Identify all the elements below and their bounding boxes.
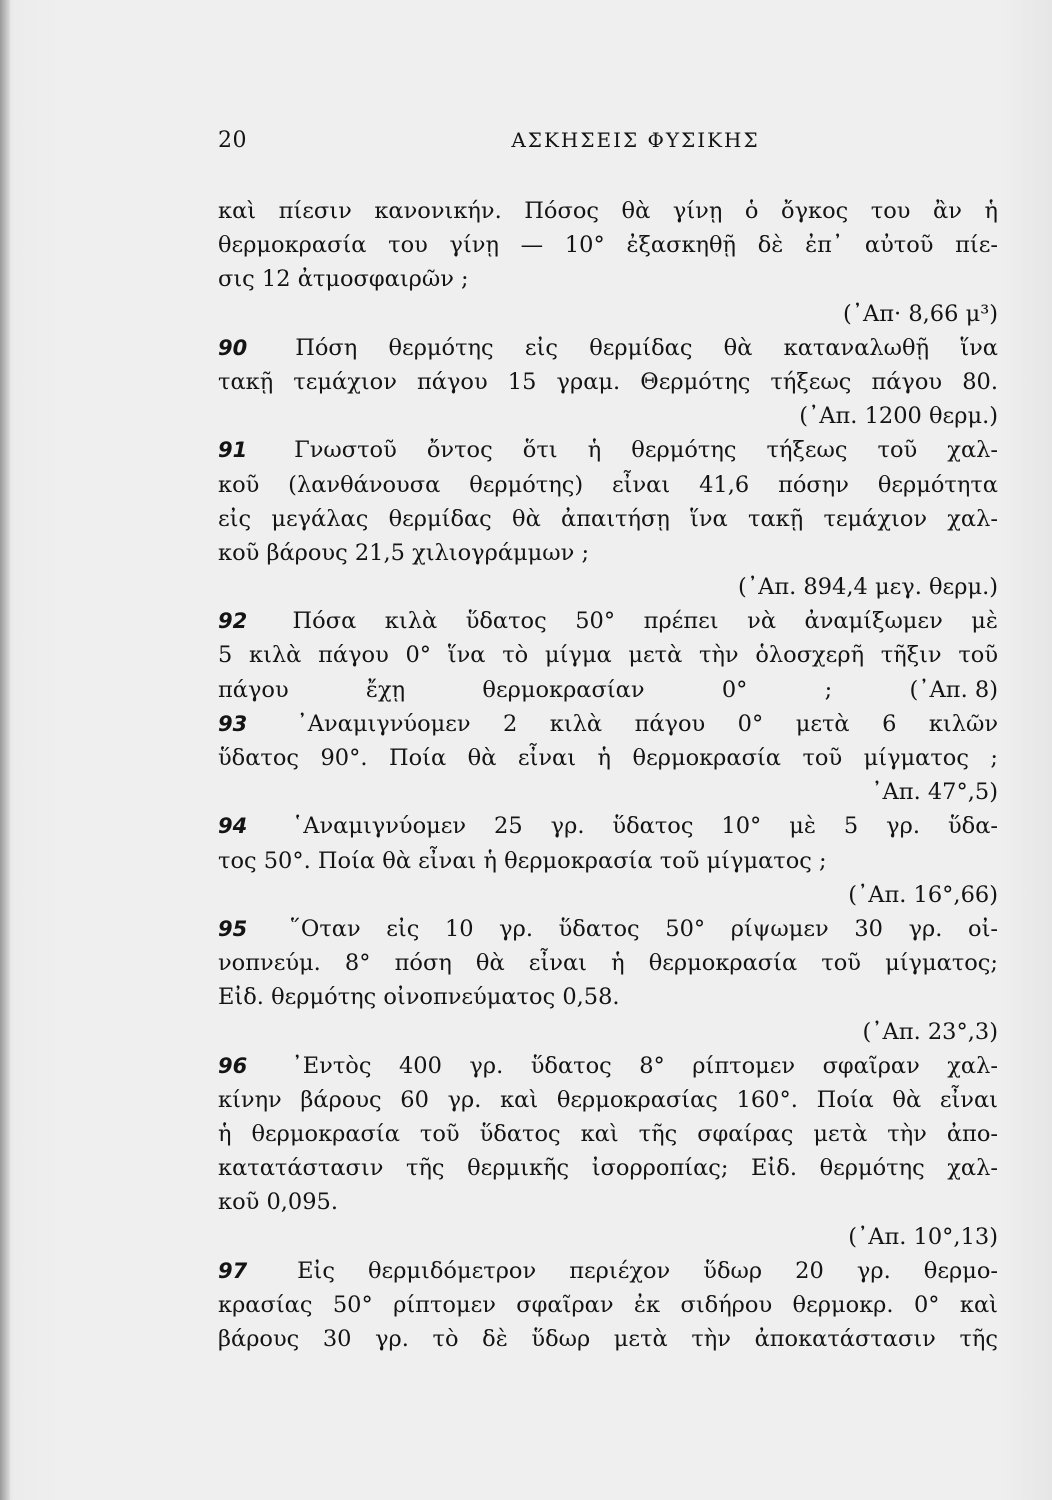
text-line: κοῦ 0,095. bbox=[218, 1189, 339, 1216]
text-line: νοπνεύμ. 8° πόση θὰ εἶναι ἡ θερμοκρασία τοῦ μίγματος; bbox=[218, 950, 998, 977]
exercise-92-line bbox=[218, 604, 998, 638]
exercise-94-text: ῾Αναμιγνύομεν 25 γρ. ὕδατος 10° μὲ 5 γρ. ὕδα- bbox=[291, 813, 998, 840]
exercise-number-97: 97 bbox=[218, 1258, 248, 1283]
text-line: σις 12 ἀτμοσφαιρῶν ; bbox=[218, 266, 469, 293]
exercise-90-line bbox=[218, 331, 998, 365]
answer-line: (᾽Απ· 8,66 μ³) bbox=[842, 300, 998, 327]
answer-line: ᾽Απ. 47°,5) bbox=[871, 779, 998, 806]
exercise-number-90: 90 bbox=[218, 335, 248, 360]
answer-line: (᾽Απ. 16°,66) bbox=[848, 881, 998, 908]
running-title: ΑΣΚΗΣΕΙΣ ΦΥΣΙΚΗΣ bbox=[511, 128, 760, 152]
answer-line: (᾽Απ. 1200 θερμ.) bbox=[799, 403, 998, 430]
text-line: κοῦ βάρους 21,5 χιλιογράμμων ; bbox=[218, 539, 590, 566]
text-line-with-answer bbox=[218, 673, 998, 707]
text-line: κίνην βάρους 60 γρ. καὶ θερμοκρασίας 160°. Ποία θὰ εἶναι bbox=[218, 1086, 998, 1113]
text-line: κατατάστασιν τῆς θερμικῆς ἰσορροπίας; Εἰδ. θερμότης χαλ- bbox=[218, 1155, 998, 1182]
page-header bbox=[218, 128, 998, 168]
exercise-number-94: 94 bbox=[218, 814, 248, 839]
text-line: εἰς μεγάλας θερμίδας θὰ ἀπαιτήσῃ ἵνα τακῇ τεμάχιον χαλ- bbox=[218, 505, 998, 532]
exercise-97-line bbox=[218, 1254, 998, 1288]
exercise-91-line bbox=[218, 433, 998, 467]
text-line: βάρους 30 γρ. τὸ δὲ ὕδωρ μετὰ τὴν ἀποκατάστασιν τῆς bbox=[218, 1326, 998, 1353]
page-number: 20 bbox=[218, 128, 247, 153]
text-line: καὶ πίεσιν κανονικήν. Πόσος θὰ γίνῃ ὁ ὄγκος του ἂν ἡ bbox=[218, 198, 998, 224]
text-line: τακῇ τεμάχιον πάγου 15 γραμ. Θερμότης τήξεως πάγου 80. bbox=[218, 368, 998, 395]
exercise-90-text: Πόση θερμότης εἰς θερμίδας θὰ καταναλωθῇ ἵνα bbox=[295, 334, 998, 361]
text-line: 5 κιλὰ πάγου 0° ἵνα τὸ μίγμα μετὰ τὴν ὁλοσχερῆ τῆξιν τοῦ bbox=[218, 642, 998, 669]
page-edge-shadow bbox=[0, 0, 10, 1500]
text-line: κρασίας 50° ρίπτομεν σφαῖραν ἐκ σιδήρου θερμοκρ. 0° καὶ bbox=[218, 1292, 998, 1318]
text-line: ὕδατος 90°. Ποία θὰ εἶναι ἡ θερμοκρασία τοῦ μίγματος ; bbox=[218, 745, 998, 771]
exercise-number-92: 92 bbox=[218, 609, 248, 634]
text-line: Εἰδ. θερμότης οἰνοπνεύματος 0,58. bbox=[218, 984, 620, 1011]
exercise-91-text: Γνωστοῦ ὄντος ὅτι ἡ θερμότης τήξεως τοῦ χαλ- bbox=[294, 437, 998, 464]
exercise-92-last-text: πάγου ἔχῃ θερμοκρασίαν 0° ; bbox=[218, 676, 833, 703]
text-line: κοῦ (λανθάνουσα θερμότης) εἶναι 41,6 πόσην θερμότητα bbox=[218, 471, 998, 498]
answer-inline: (᾽Απ. 8) bbox=[909, 676, 998, 703]
exercise-number-95: 95 bbox=[218, 916, 248, 941]
exercise-93-line bbox=[218, 707, 998, 741]
exercise-93-text: ᾽Αναμιγνύομεν 2 κιλὰ πάγου 0° μετὰ 6 κιλῶν bbox=[296, 710, 998, 737]
text-line: ἡ θερμοκρασία τοῦ ὕδατος καὶ τῆς σφαίρας μετὰ τὴν ἀπο- bbox=[218, 1121, 998, 1148]
exercise-94-line bbox=[218, 809, 998, 843]
answer-line: (᾽Απ. 10°,13) bbox=[848, 1223, 998, 1250]
exercise-92-text: Πόσα κιλὰ ὕδατος 50° πρέπει νὰ ἀναμίξωμεν μὲ bbox=[292, 608, 998, 635]
exercise-95-line bbox=[218, 912, 998, 946]
exercise-number-93: 93 bbox=[218, 711, 248, 736]
exercise-95-text: ῞Οταν εἰς 10 γρ. ὕδατος 50° ρίψωμεν 30 γρ. οἰ- bbox=[289, 915, 998, 942]
exercise-96-text: ᾽Εντὸς 400 γρ. ὕδατος 8° ρίπτομεν σφαῖραν χαλ- bbox=[291, 1052, 998, 1079]
answer-line: (᾽Απ. 894,4 μεγ. θερμ.) bbox=[738, 574, 998, 601]
text-line: τος 50°. Ποία θὰ εἶναι ἡ θερμοκρασία τοῦ μίγματος ; bbox=[218, 847, 827, 874]
page-text bbox=[218, 194, 998, 1356]
exercise-number-96: 96 bbox=[218, 1053, 248, 1078]
text-line: θερμοκρασία του γίνῃ — 10° ἐξασκηθῇ δὲ ἐπ᾽ αὐτοῦ πίε- bbox=[218, 232, 998, 259]
exercise-96-line bbox=[218, 1049, 998, 1083]
answer-line: (᾽Απ. 23°,3) bbox=[862, 1018, 998, 1045]
exercise-number-91: 91 bbox=[218, 438, 248, 463]
exercise-97-text: Εἰς θερμιδόμετρον περιέχον ὕδωρ 20 γρ. θερμο- bbox=[297, 1257, 998, 1284]
